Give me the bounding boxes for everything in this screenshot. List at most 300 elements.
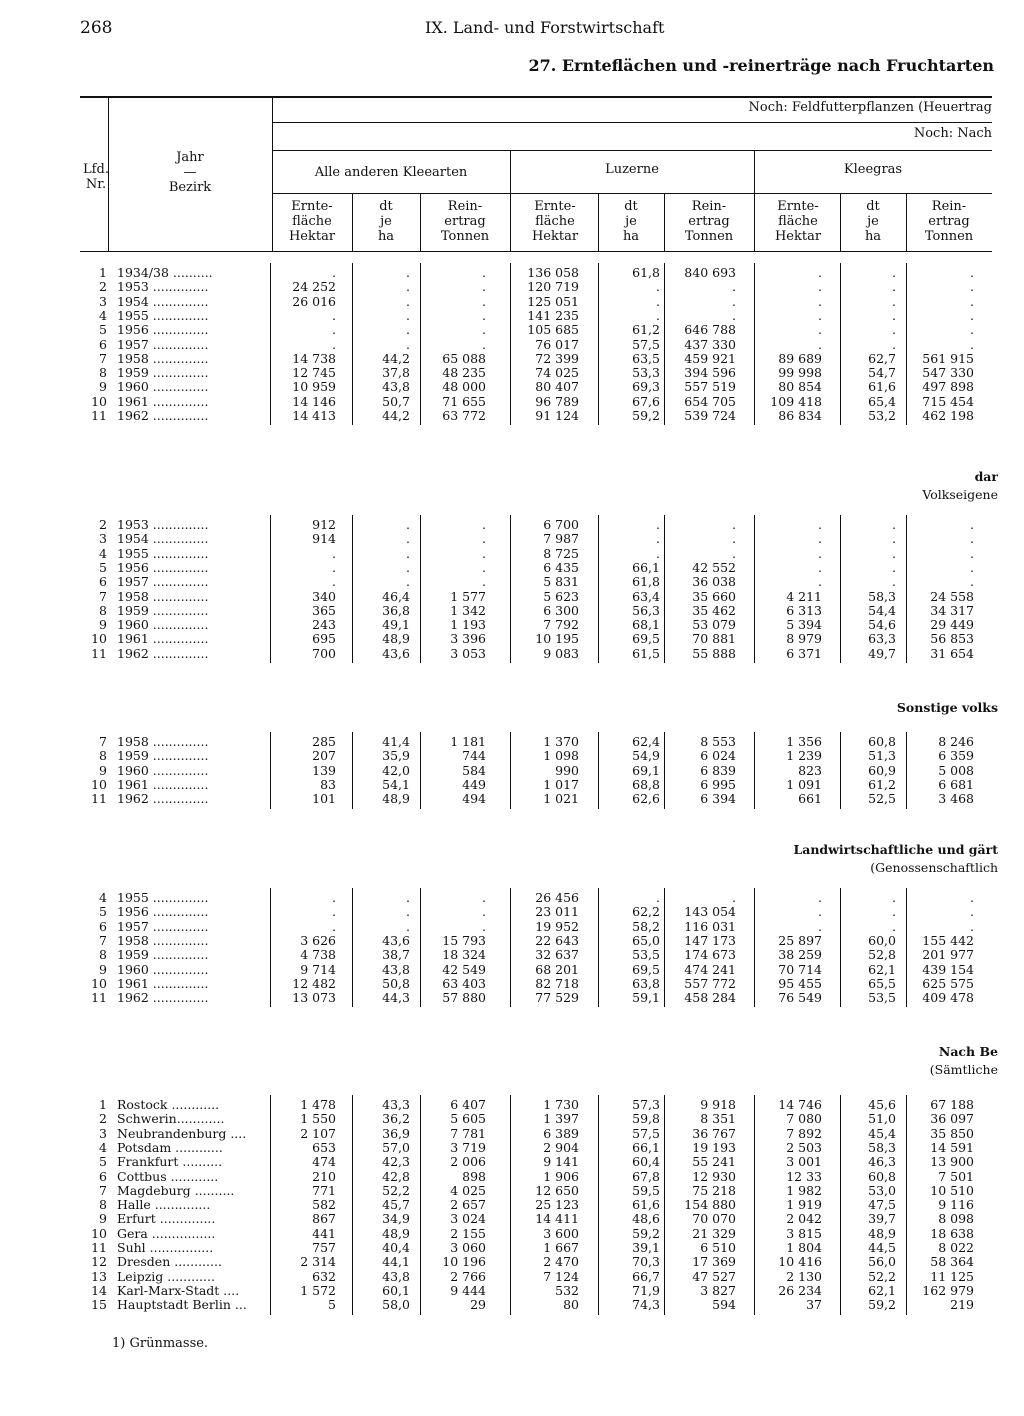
cell-luzerne-dt-je-ha: 56,3 [632,602,660,618]
cell-kleegras-hektar: . [818,322,822,338]
row-number: 10 [91,975,107,991]
row-label: Karl-Marx-Stadt .... [117,1283,240,1298]
cell-luzerne-tonnen: 6 510 [700,1240,736,1255]
cell-kleegras-dt-je-ha: . [892,279,896,295]
cell-kleegras-tonnen: 6 359 [938,748,974,764]
footnote: 1) Grünmasse. [112,1336,209,1351]
cell-klee-hektar: . [332,307,336,323]
cell-klee-hektar: 912 [312,517,336,532]
row-label: 1953 .............. [117,518,209,532]
row-label: 1934/38 .......... [117,266,213,280]
header-jahr-bezirk: Jahr — Bezirk [168,150,212,195]
cell-luzerne-dt-je-ha: 39,1 [632,1240,660,1255]
cell-luzerne-hektar: 32 637 [535,947,579,963]
cell-kleegras-tonnen: 162 979 [922,1282,974,1298]
cell-kleegras-tonnen: 439 154 [922,961,974,977]
row-label: Cottbus ............ [117,1169,219,1184]
cell-kleegras-hektar: . [818,531,822,547]
cell-luzerne-tonnen: 6 839 [700,762,736,778]
row-number: 7 [99,734,107,749]
cell-kleegras-dt-je-ha: 51,3 [868,748,896,764]
cell-kleegras-hektar: 6 371 [786,645,822,661]
cell-kleegras-tonnen: 56 853 [930,631,974,647]
row-label: 1954 .............. [117,532,209,547]
cell-klee-tonnen: . [482,531,486,547]
cell-luzerne-tonnen: 437 330 [684,336,736,352]
cell-kleegras-dt-je-ha: 39,7 [868,1211,896,1227]
cell-luzerne-dt-je-ha: 71,9 [632,1282,660,1298]
row-number: 7 [99,932,107,948]
cell-kleegras-hektar: 80 854 [778,379,822,395]
table-row [0,934,1024,948]
cell-klee-dt-je-ha: 40,4 [382,1240,410,1255]
row-number: 8 [99,1197,107,1213]
cell-kleegras-hektar: 1 239 [786,748,822,764]
cell-klee-hektar: 771 [312,1182,336,1198]
cell-luzerne-tonnen: 459 921 [684,350,736,366]
cell-kleegras-dt-je-ha: 54,6 [868,617,896,633]
cell-kleegras-dt-je-ha: 54,4 [868,602,896,618]
cell-klee-tonnen: 3 719 [450,1139,486,1155]
row-number: 10 [91,631,107,647]
cell-klee-dt-je-ha: 48,9 [382,1225,410,1241]
cell-klee-tonnen: 15 793 [442,932,486,948]
cell-klee-dt-je-ha: 36,2 [382,1111,410,1127]
cell-kleegras-dt-je-ha: 52,5 [868,791,896,807]
row-number: 8 [99,947,107,963]
cell-luzerne-tonnen: 557 772 [684,975,736,991]
group-header-luzerne: Luzerne [605,162,659,177]
cell-kleegras-hektar: 76 549 [778,990,822,1006]
row-label: 1958 .............. [117,933,209,948]
cell-luzerne-hektar: 5 831 [543,574,579,590]
table-row [0,604,1024,618]
row-number: 11 [91,990,107,1006]
cell-luzerne-tonnen: 70 070 [692,1211,736,1227]
cell-klee-dt-je-ha: 38,7 [382,947,410,963]
section-caption: Landwirtschaftliche und gärt [793,842,998,857]
cell-luzerne-hektar: 80 407 [535,379,579,395]
row-number: 4 [99,890,107,905]
cell-kleegras-hektar: 25 897 [778,932,822,948]
cell-klee-dt-je-ha: . [406,890,410,905]
cell-kleegras-dt-je-ha: 49,7 [868,645,896,661]
row-number: 8 [99,748,107,764]
cell-kleegras-dt-je-ha: . [892,322,896,338]
cell-luzerne-hektar: 8 725 [543,545,579,561]
cell-kleegras-hektar: 37 [806,1297,822,1313]
cell-klee-dt-je-ha: 60,1 [382,1282,410,1298]
cell-klee-tonnen: 3 024 [450,1211,486,1227]
cell-luzerne-dt-je-ha: 70,3 [632,1254,660,1270]
cell-kleegras-hektar: 7 080 [786,1111,822,1127]
cell-luzerne-dt-je-ha: 68,1 [632,617,660,633]
chapter-heading: IX. Land- und Forstwirtschaft [425,18,665,37]
cell-klee-dt-je-ha: . [406,531,410,547]
cell-klee-tonnen: 6 407 [450,1097,486,1112]
column-rule [906,193,907,251]
cell-klee-dt-je-ha: 48,9 [382,631,410,647]
header-rule [272,193,992,194]
table-row [0,1212,1024,1226]
cell-klee-tonnen: . [482,559,486,575]
row-label: 1955 .............. [117,546,209,561]
cell-klee-tonnen: . [482,307,486,323]
cell-luzerne-dt-je-ha: 53,3 [632,365,660,381]
row-label: 1955 .............. [117,308,209,323]
row-label: Suhl ................ [117,1241,214,1255]
cell-klee-tonnen: 2 657 [450,1197,486,1213]
row-number: 3 [99,531,107,547]
cell-kleegras-hektar: 99 998 [778,365,822,381]
row-label: 1961 .............. [117,976,209,991]
cell-kleegras-hektar: 1 356 [786,734,822,749]
row-number: 12 [91,1254,107,1270]
cell-luzerne-tonnen: 35 660 [692,588,736,604]
cell-luzerne-hektar: 990 [555,762,579,778]
cell-kleegras-dt-je-ha: 62,1 [868,961,896,977]
cell-kleegras-hektar: 3 001 [786,1154,822,1170]
cell-kleegras-tonnen: 13 900 [930,1154,974,1170]
table-row [0,323,1024,337]
cell-luzerne-dt-je-ha: 69,1 [632,762,660,778]
cell-klee-tonnen: 1 193 [450,617,486,633]
cell-luzerne-hektar: 6 435 [543,559,579,575]
cell-kleegras-tonnen: . [970,279,974,295]
row-label: 1957 .............. [117,337,209,352]
row-label: 1956 .............. [117,560,209,575]
cell-klee-dt-je-ha: 36,8 [382,602,410,618]
header-bottom-rule [80,251,992,252]
row-label: Leipzig ............ [117,1269,215,1284]
cell-kleegras-hektar: 4 211 [786,588,822,604]
subcol-header: dt je ha [622,199,640,244]
cell-luzerne-dt-je-ha: 69,3 [632,379,660,395]
column-rule [598,193,599,251]
cell-luzerne-tonnen: 8 351 [700,1111,736,1127]
row-label: 1956 .............. [117,905,209,920]
cell-luzerne-hektar: 68 201 [535,961,579,977]
cell-luzerne-hektar: 1 098 [543,748,579,764]
row-number: 7 [99,1182,107,1198]
section-caption: Sonstige volks [896,700,998,715]
cell-luzerne-tonnen: 840 693 [684,265,736,280]
cell-luzerne-hektar: 7 987 [543,531,579,547]
cell-luzerne-hektar: 26 456 [535,890,579,905]
table-row [0,1155,1024,1169]
cell-luzerne-hektar: 25 123 [535,1197,579,1213]
cell-klee-dt-je-ha: 50,7 [382,393,410,409]
cell-luzerne-tonnen: 19 193 [692,1139,736,1155]
cell-klee-hektar: 10 959 [292,379,336,395]
row-number: 6 [99,574,107,590]
cell-kleegras-dt-je-ha: . [892,265,896,280]
cell-kleegras-hektar: . [818,890,822,905]
cell-luzerne-dt-je-ha: 59,1 [632,990,660,1006]
cell-klee-hektar: 3 626 [300,932,336,948]
cell-luzerne-tonnen: 21 329 [692,1225,736,1241]
subcol-header: Ernte- fläche Hektar [288,199,336,244]
row-label: Frankfurt .......... [117,1155,223,1170]
header-top-rule [80,96,992,98]
cell-luzerne-dt-je-ha: 69,5 [632,631,660,647]
cell-kleegras-dt-je-ha: . [892,904,896,920]
cell-luzerne-hektar: 2 470 [543,1254,579,1270]
section-caption: Volkseigene [922,487,998,502]
row-number: 1 [99,265,107,280]
cell-klee-dt-je-ha: 50,8 [382,975,410,991]
cell-kleegras-dt-je-ha: 59,2 [868,1297,896,1313]
cell-luzerne-dt-je-ha: 67,8 [632,1168,660,1184]
table-row [0,1198,1024,1212]
cell-klee-hektar: 24 252 [292,279,336,295]
cell-luzerne-dt-je-ha: 66,1 [632,559,660,575]
cell-luzerne-tonnen: 47 527 [692,1268,736,1284]
cell-kleegras-tonnen: . [970,574,974,590]
cell-kleegras-dt-je-ha: . [892,918,896,934]
cell-kleegras-tonnen: 547 330 [922,365,974,381]
section-caption: dar [974,469,998,484]
cell-klee-dt-je-ha: 43,6 [382,932,410,948]
cell-klee-hektar: 4 738 [300,947,336,963]
table-row [0,778,1024,792]
header-top-caption: Noch: Feldfutterpflanzen (Heuertrag [748,100,992,115]
row-number: 9 [99,1211,107,1227]
cell-luzerne-hektar: 9 083 [543,645,579,661]
cell-klee-hektar: 210 [312,1168,336,1184]
row-number: 9 [99,961,107,977]
cell-klee-dt-je-ha: 43,8 [382,379,410,395]
cell-luzerne-dt-je-ha: 63,5 [632,350,660,366]
row-number: 4 [99,307,107,323]
cell-luzerne-tonnen: 53 079 [692,617,736,633]
cell-klee-dt-je-ha: 42,8 [382,1168,410,1184]
cell-luzerne-tonnen: 646 788 [684,322,736,338]
row-number: 10 [91,1225,107,1241]
cell-luzerne-dt-je-ha: 63,8 [632,975,660,991]
cell-klee-dt-je-ha: . [406,279,410,295]
cell-luzerne-tonnen: 654 705 [684,393,736,409]
cell-klee-hektar: 867 [312,1211,336,1227]
cell-klee-hektar: 632 [312,1268,336,1284]
cell-kleegras-dt-je-ha: 65,4 [868,393,896,409]
cell-luzerne-hektar: 76 017 [535,336,579,352]
cell-luzerne-hektar: 6 700 [543,517,579,532]
table-row [0,991,1024,1005]
cell-klee-dt-je-ha: 44,1 [382,1254,410,1270]
table-row [0,891,1024,905]
cell-klee-dt-je-ha: 43,3 [382,1097,410,1112]
cell-luzerne-tonnen: 3 827 [700,1282,736,1298]
cell-luzerne-tonnen: 36 767 [692,1125,736,1141]
cell-klee-hektar: 207 [312,748,336,764]
cell-luzerne-tonnen: 143 054 [684,904,736,920]
table-row [0,632,1024,646]
column-rule [420,193,421,251]
cell-klee-tonnen: . [482,336,486,352]
row-label: 1955 .............. [117,891,209,905]
row-number: 2 [99,1111,107,1127]
cell-luzerne-tonnen: . [732,890,736,905]
cell-luzerne-tonnen: 154 880 [684,1197,736,1213]
cell-luzerne-hektar: 72 399 [535,350,579,366]
cell-klee-dt-je-ha: . [406,336,410,352]
cell-klee-dt-je-ha: . [406,517,410,532]
row-label: Halle .............. [117,1198,211,1213]
cell-luzerne-dt-je-ha: 60,4 [632,1154,660,1170]
cell-klee-tonnen: 2 155 [450,1225,486,1241]
cell-klee-hektar: 914 [312,531,336,547]
table-row [0,1098,1024,1112]
cell-klee-tonnen: 63 772 [442,408,486,423]
row-label: Gera ................ [117,1226,216,1241]
cell-luzerne-hektar: 12 650 [535,1182,579,1198]
cell-luzerne-tonnen: 6 995 [700,776,736,792]
row-label: 1959 .............. [117,603,209,618]
cell-klee-hektar: 757 [312,1240,336,1255]
cell-luzerne-dt-je-ha: 61,8 [632,265,660,280]
table-row [0,547,1024,561]
row-label: 1957 .............. [117,919,209,934]
cell-luzerne-tonnen: 42 552 [692,559,736,575]
cell-luzerne-hektar: 7 792 [543,617,579,633]
table-row [0,561,1024,575]
row-label: 1960 .............. [117,763,209,778]
cell-kleegras-dt-je-ha: . [892,517,896,532]
cell-kleegras-hektar: . [818,307,822,323]
column-rule [272,96,273,251]
cell-klee-hektar: 14 738 [292,350,336,366]
cell-luzerne-dt-je-ha: 66,1 [632,1139,660,1155]
cell-klee-tonnen: 71 655 [442,393,486,409]
table-row [0,963,1024,977]
cell-klee-hektar: 2 314 [300,1254,336,1270]
cell-kleegras-hektar: 109 418 [770,393,822,409]
cell-klee-tonnen: . [482,293,486,309]
row-label: 1960 .............. [117,618,209,633]
row-label: Schwerin............ [117,1112,225,1127]
cell-luzerne-hektar: 82 718 [535,975,579,991]
cell-klee-dt-je-ha: . [406,904,410,920]
row-label: Potsdam ............ [117,1140,223,1155]
cell-klee-hektar: 13 073 [292,990,336,1006]
cell-klee-hektar: . [332,890,336,905]
cell-luzerne-tonnen: . [732,279,736,295]
cell-klee-hektar: 1 550 [300,1111,336,1127]
cell-klee-tonnen: 898 [462,1168,486,1184]
cell-klee-tonnen: . [482,918,486,934]
cell-klee-tonnen: . [482,890,486,905]
row-label: Hauptstadt Berlin ... [117,1298,247,1313]
cell-klee-hektar: . [332,559,336,575]
row-number: 15 [91,1297,107,1313]
row-label: 1961 .............. [117,394,209,409]
cell-luzerne-hektar: 6 300 [543,602,579,618]
cell-klee-hektar: 340 [312,588,336,604]
cell-kleegras-tonnen: . [970,265,974,280]
subcol-header: dt je ha [377,199,395,244]
row-number: 7 [99,350,107,366]
cell-luzerne-hektar: 10 195 [535,631,579,647]
cell-kleegras-hektar: . [818,265,822,280]
cell-kleegras-dt-je-ha: . [892,890,896,905]
subcol-header: Rein- ertrag Tonnen [924,199,974,244]
cell-kleegras-dt-je-ha: 47,5 [868,1197,896,1213]
cell-kleegras-dt-je-ha: . [892,293,896,309]
cell-kleegras-tonnen: . [970,293,974,309]
cell-kleegras-dt-je-ha: 53,5 [868,990,896,1006]
table-row [0,1141,1024,1155]
cell-klee-hektar: 9 714 [300,961,336,977]
cell-klee-tonnen: 2 006 [450,1154,486,1170]
row-label: 1956 .............. [117,323,209,338]
cell-kleegras-hektar: . [818,293,822,309]
cell-kleegras-hektar: 1 091 [786,776,822,792]
cell-kleegras-tonnen: 10 510 [930,1182,974,1198]
group-header-kleegras: Kleegras [843,162,903,177]
table-row [0,366,1024,380]
cell-kleegras-hektar: 10 416 [778,1254,822,1270]
cell-klee-hektar: 12 482 [292,975,336,991]
cell-kleegras-hektar: 1 982 [786,1182,822,1198]
cell-klee-hektar: 26 016 [292,293,336,309]
row-label: 1959 .............. [117,366,209,381]
column-rule [754,150,755,251]
cell-luzerne-dt-je-ha: 66,7 [632,1268,660,1284]
cell-luzerne-dt-je-ha: 74,3 [632,1297,660,1313]
cell-kleegras-hektar: . [818,517,822,532]
cell-kleegras-tonnen: 14 591 [930,1139,974,1155]
cell-kleegras-hektar: 1 919 [786,1197,822,1213]
cell-klee-hektar: . [332,545,336,561]
table-row [0,295,1024,309]
cell-kleegras-dt-je-ha: 58,3 [868,1139,896,1155]
cell-kleegras-tonnen: 36 097 [930,1111,974,1127]
page-number: 268 [80,18,113,38]
cell-klee-hektar: 285 [312,734,336,749]
group-header-klee: Alle anderen Kleearten [314,165,468,180]
cell-luzerne-hektar: 3 600 [543,1225,579,1241]
cell-luzerne-hektar: 105 685 [527,322,579,338]
table-row [0,1184,1024,1198]
cell-klee-hektar: . [332,336,336,352]
cell-klee-dt-je-ha: . [406,307,410,323]
cell-klee-hektar: 441 [312,1225,336,1241]
cell-klee-tonnen: . [482,904,486,920]
cell-klee-tonnen: . [482,517,486,532]
cell-luzerne-tonnen: 147 173 [684,932,736,948]
row-number: 10 [91,393,107,409]
cell-kleegras-dt-je-ha: . [892,559,896,575]
cell-klee-dt-je-ha: 37,8 [382,365,410,381]
cell-klee-tonnen: 18 324 [442,947,486,963]
cell-klee-hektar: 700 [312,645,336,661]
cell-klee-dt-je-ha: . [406,293,410,309]
row-label: 1961 .............. [117,632,209,647]
cell-klee-dt-je-ha: 58,0 [382,1297,410,1313]
table-row [0,792,1024,806]
cell-klee-tonnen: . [482,545,486,561]
cell-kleegras-tonnen: 35 850 [930,1125,974,1141]
cell-klee-hektar: 365 [312,602,336,618]
cell-kleegras-hektar: 26 234 [778,1282,822,1298]
row-label: 1962 .............. [117,792,209,807]
row-number: 5 [99,559,107,575]
cell-klee-tonnen: . [482,322,486,338]
cell-luzerne-dt-je-ha: 61,5 [632,645,660,661]
cell-luzerne-dt-je-ha: 61,8 [632,574,660,590]
cell-luzerne-tonnen: 9 918 [700,1097,736,1112]
